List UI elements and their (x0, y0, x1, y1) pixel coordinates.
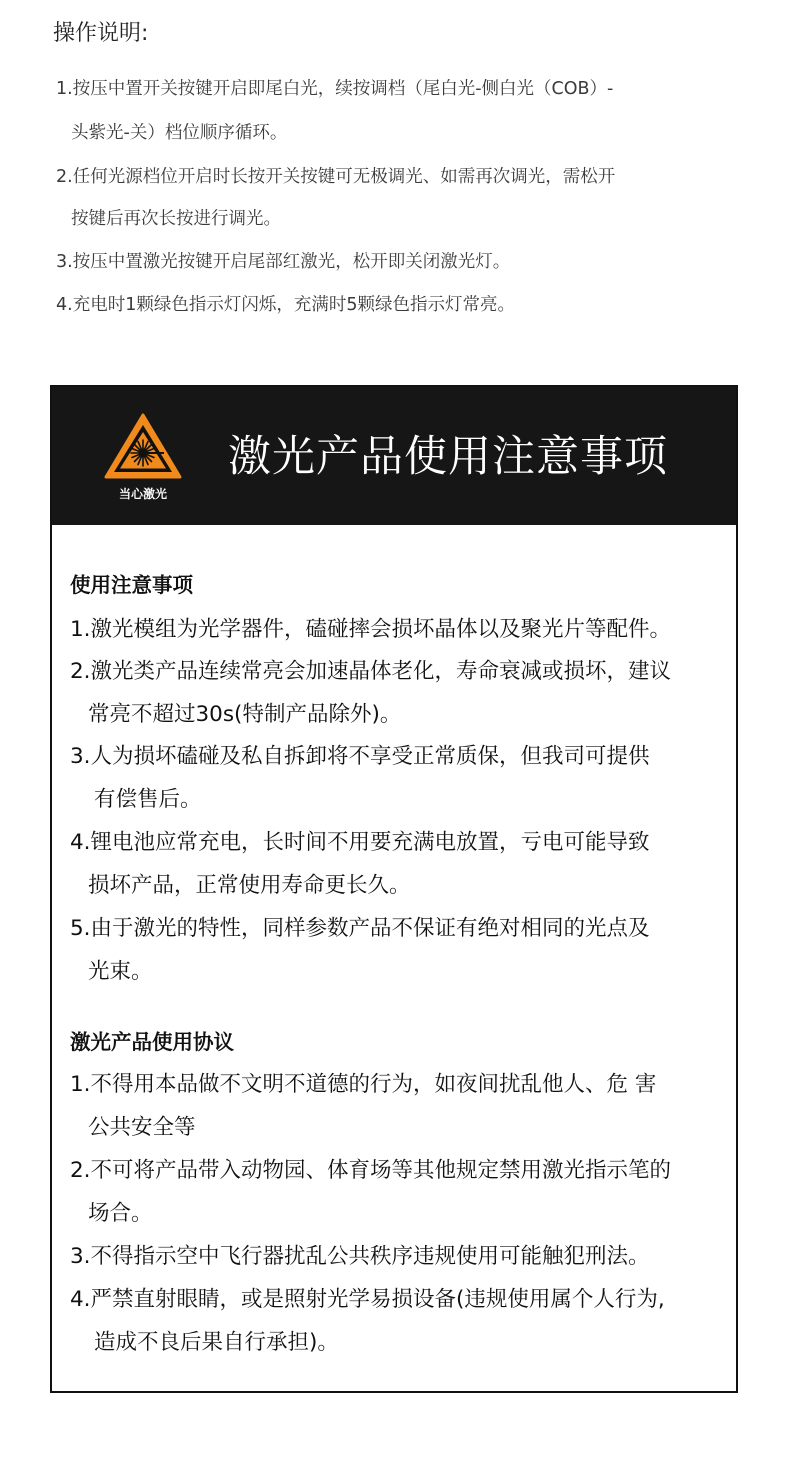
usage-section-heading: 使用注意事项 (70, 573, 193, 597)
operation-line: 按键后再次长按进行调光。 (71, 209, 281, 229)
laser-notice-panel (50, 385, 738, 1393)
agreement-line: 3.不得指示空中飞行器扰乱公共秩序违规使用可能触犯刑法。 (70, 1244, 650, 1269)
agreement-section-heading: 激光产品使用协议 (70, 1030, 234, 1054)
laser-warning-icon (104, 413, 182, 479)
agreement-line: 场合。 (88, 1201, 153, 1226)
usage-line: 5.由于激光的特性，同样参数产品不保证有绝对相同的光点及 (70, 916, 650, 941)
usage-line: 损坏产品，正常使用寿命更长久。 (88, 873, 411, 898)
usage-line: 1.激光模组为光学器件，磕碰摔会损坏晶体以及聚光片等配件。 (70, 617, 672, 642)
usage-line: 光束。 (88, 959, 153, 984)
usage-line: 2.激光类产品连续常亮会加速晶体老化，寿命衰减或损坏，建议 (70, 659, 672, 684)
agreement-line: 公共安全等 (88, 1115, 196, 1140)
notice-title: 激光产品使用注意事项 (228, 432, 668, 482)
operation-line: 4.充电时1颗绿色指示灯闪烁，充满时5颗绿色指示灯常亮。 (56, 295, 515, 315)
usage-line: 3.人为损坏磕碰及私自拆卸将不享受正常质保，但我司可提供 (70, 744, 650, 769)
notice-header (52, 387, 736, 525)
usage-line: 4.锂电池应常充电，长时间不用要充满电放置，亏电可能导致 (70, 830, 650, 855)
agreement-line: 4.严禁直射眼睛，或是照射光学易损设备(违规使用属个人行为, (70, 1287, 665, 1312)
operation-line: 1.按压中置开关按键开启即尾白光，续按调档（尾白光-侧白光（COB）- (56, 79, 614, 99)
operation-line: 3.按压中置激光按键开启尾部红激光，松开即关闭激光灯。 (56, 252, 511, 272)
usage-line: 有偿售后。 (94, 787, 202, 812)
operation-line: 头紫光-关）档位顺序循环。 (71, 123, 288, 143)
agreement-line: 2.不可将产品带入动物园、体育场等其他规定禁用激光指示笔的 (70, 1158, 672, 1183)
agreement-line: 1.不得用本品做不文明不道德的行为，如夜间扰乱他人、危 害 (70, 1072, 657, 1097)
operation-line: 2.任何光源档位开启时长按开关按键可无极调光、如需再次调光，需松开 (56, 167, 616, 187)
operation-title: 操作说明: (53, 21, 149, 46)
usage-line: 常亮不超过30s(特制产品除外)。 (88, 702, 402, 727)
warning-caption: 当心激光 (118, 487, 167, 501)
agreement-line: 造成不良后果自行承担)。 (94, 1330, 339, 1355)
